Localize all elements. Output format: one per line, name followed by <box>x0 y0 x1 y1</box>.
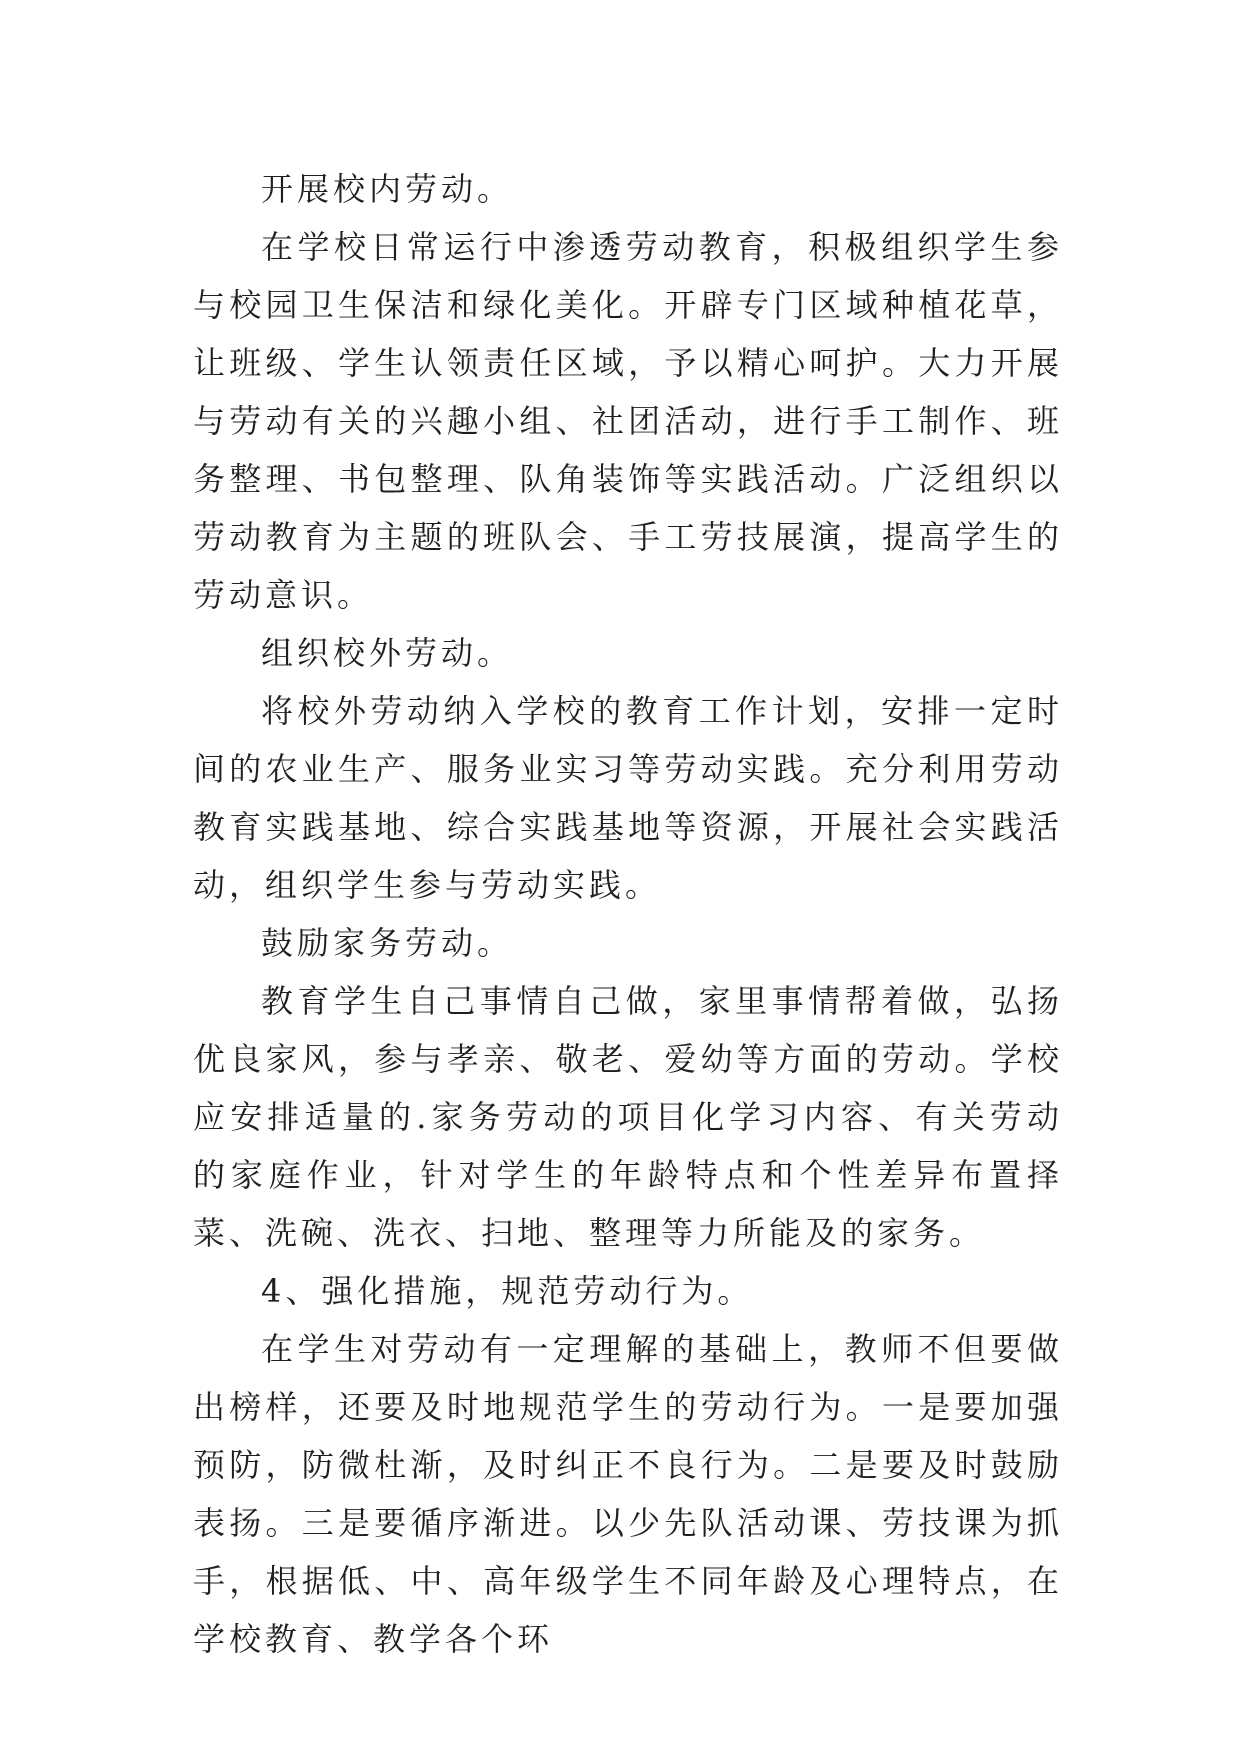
paragraph-school-labor: 在学校日常运行中渗透劳动教育，积极组织学生参与校园卫生保洁和绿化美化。开辟专门区域种植花草，让班级、学生认领责任区域，予以精心呵护。大力开展与劳动有关的兴趣小组、社团活动，进行手工制作、班务整理、书包整理、队角装饰等实践活动。广泛组织以劳动教育为主题的班队会、手工劳技展演，提高学生的劳动意识。 <box>193 228 1063 614</box>
paragraph-strengthen-measures: 在学生对劳动有一定理解的基础上，教师不但要做出榜样，还要及时地规范学生的劳动行为。一是要加强预防，防微杜渐，及时纠正不良行为。二是要及时鼓励表扬。三是要循序渐进。以少先队活动课、劳技课为抓手，根据低、中、高年级学生不同年龄及心理特点，在学校教育、教学各个环 <box>193 1330 1063 1658</box>
heading-strengthen-measures: 4、强化措施，规范劳动行为。 <box>261 1272 754 1310</box>
heading-offcampus-labor: 组织校外劳动。 <box>261 634 514 672</box>
heading-school-labor: 开展校内劳动。 <box>261 170 514 208</box>
paragraph-household-labor: 教育学生自己事情自己做，家里事情帮着做，弘扬优良家风，参与孝亲、敬老、爱幼等方面的劳动。学校应安排适量的.家务劳动的项目化学习内容、有关劳动的家庭作业，针对学生的年龄特点和个性差异布置择菜、洗碗、洗衣、扫地、整理等力所能及的家务。 <box>193 982 1063 1252</box>
document-body <box>193 160 1063 1668</box>
paragraph-offcampus-labor: 将校外劳动纳入学校的教育工作计划，安排一定时间的农业生产、服务业实习等劳动实践。充分利用劳动教育实践基地、综合实践基地等资源，开展社会实践活动，组织学生参与劳动实践。 <box>193 692 1063 904</box>
heading-household-labor: 鼓励家务劳动。 <box>261 924 514 962</box>
